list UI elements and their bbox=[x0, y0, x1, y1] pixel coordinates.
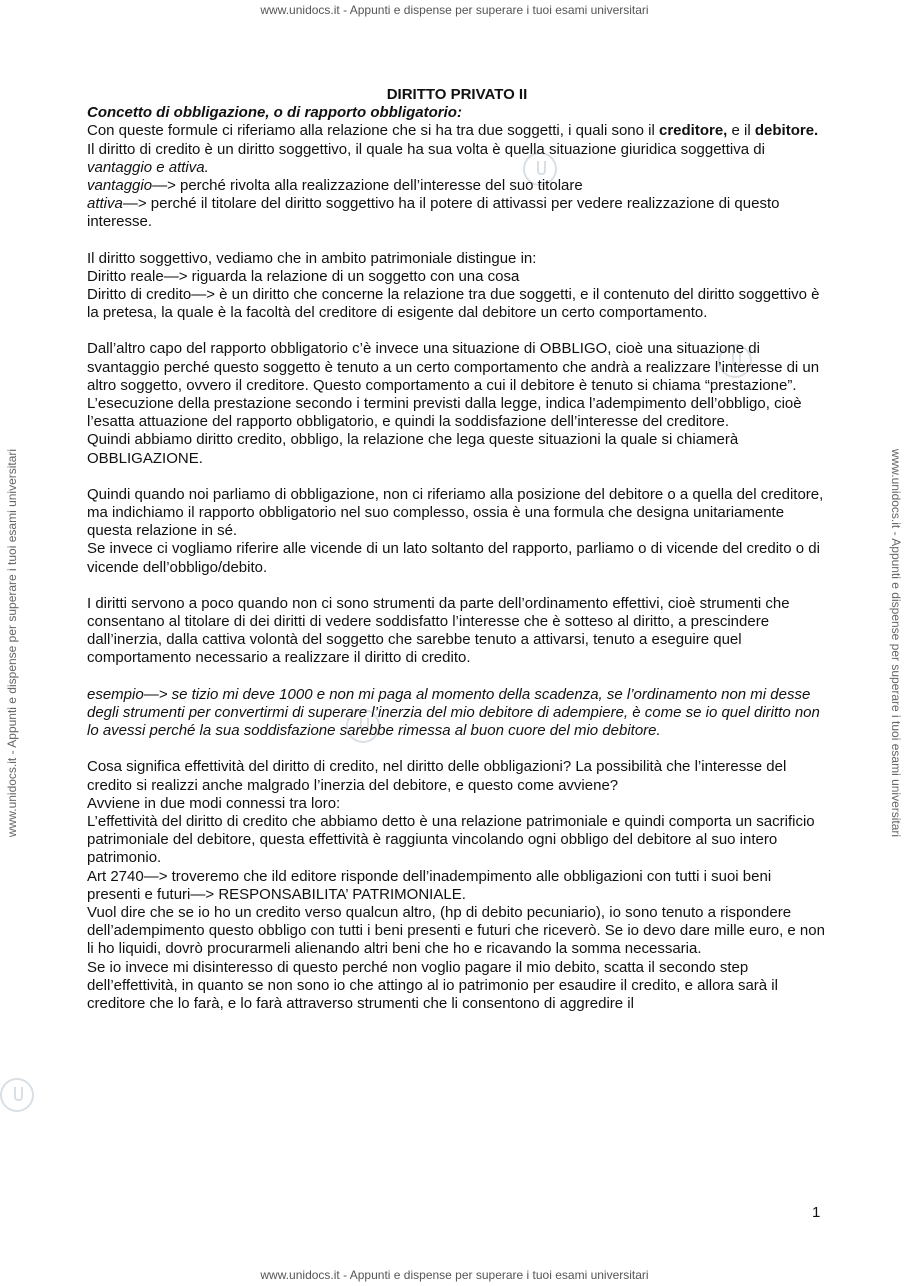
document-body bbox=[87, 86, 827, 1013]
paragraph: Dall’altro capo del rapporto obbligatorio c’è invece una situazione di OBBLIGO, cioè una situazione di svantaggio perché questo soggetto è tenuto a un certo comportamento che andrà a realizzare l’interesse di un altro soggetto, ovvero il creditore. Questo comportamento a cui il debitore è tenuto si chiama “prestazione”. bbox=[87, 340, 820, 394]
watermark-right: www.unidocs.it - Appunti e dispense per superare i tuoi esami universitari bbox=[889, 448, 903, 838]
text-span: e il bbox=[727, 122, 755, 140]
paragraph: Vuol dire che se io ho un credito verso qualcun altro, (hp di debito pecuniario), io sono tenuto a rispondere dell’adempimento questo obbligo con tutti i beni presenti e futuri che riceverò. Se io devo dare mille euro, e non li ho liquidi, dovrò procurarmeli alienando altri beni che ho e ricavando la somma necessaria. bbox=[87, 903, 825, 958]
example-paragraph: esempio—> se tizio mi deve 1000 e non mi paga al momento della scadenza, se l’ordinamento non mi desse degli strumenti per convertirmi di superare l’inerzia del mio debitore di adempiere, è come se io quel diritto non lo avessi perché la sua soddisfazione sarebbe rimessa al buon cuore del mio debitore. bbox=[87, 685, 820, 740]
watermark-left: www.unidocs.it - Appunti e dispense per superare i tuoi esami universitari bbox=[5, 448, 19, 838]
text-span: Con queste formule ci riferiamo alla relazione che si ha tra due soggetti, i quali sono il bbox=[87, 122, 659, 140]
paragraph: Cosa significa effettività del diritto di credito, nel diritto delle obbligazioni? La possibilità che l’interesse del credito si realizzi anche malgrado l’inerzia del debitore, e questo come avviene? bbox=[87, 758, 787, 794]
paragraph bbox=[87, 141, 827, 177]
watermark-footer: www.unidocs.it - Appunti e dispense per superare i tuoi esami universitari bbox=[260, 1268, 649, 1282]
watermark-header: www.unidocs.it - Appunti e dispense per superare i tuoi esami universitari bbox=[260, 3, 649, 17]
text-span: —> perché rivolta alla realizzazione dell’interesse del suo titolare bbox=[152, 177, 583, 195]
paragraph: L’esecuzione della prestazione secondo i termini previsti dalla legge, indica l’adempimento dell’obbligo, cioè l’esatta attuazione del rapporto obbligatorio, e quindi la soddisfazione dell’interesse del creditore. bbox=[87, 395, 802, 431]
paragraph: L’effettività del diritto di credito che abbiamo detto è una relazione patrimoniale e quindi comporta un sacrificio patrimoniale del debitore, questa effettività è raggiunta vincolando ogni obbligo del debitore al suo intero patrimonio. bbox=[87, 812, 815, 867]
paragraph: Quindi abbiamo diritto credito, obbligo, la relazione che lega queste situazioni la quale si chiamerà OBBLIGAZIONE. bbox=[87, 431, 739, 467]
paragraph: Se io invece mi disinteresso di questo perché non voglio pagare il mio debito, scatta il secondo step dell’effettività, in quanto se non sono io che attingo al io patrimonio per esaudire il credito, e allora sarà il creditore che lo farà, e lo farà attraverso strumenti che li consentono di aggredire il bbox=[87, 958, 778, 1012]
paragraph: Il diritto soggettivo, vediamo che in ambito patrimoniale distingue in: bbox=[87, 249, 537, 267]
paragraph bbox=[87, 195, 827, 231]
paragraph: Avviene in due modi connessi tra loro: bbox=[87, 794, 341, 812]
paragraph: Se invece ci vogliamo riferire alle vicende di un lato soltanto del rapporto, parliamo o di vicende del credito o di vicende dell’obbligo/debito. bbox=[87, 540, 820, 576]
paragraph bbox=[87, 122, 827, 140]
paragraph: Diritto di credito—> è un diritto che concerne la relazione tra due soggetti, e il contenuto del diritto soggettivo è la pretesa, la quale è la facoltà del creditore di esigente dal debitore un certo comportamento. bbox=[87, 286, 820, 322]
italic-term: attiva bbox=[87, 195, 123, 213]
paragraph bbox=[87, 177, 827, 195]
paragraph: Diritto reale—> riguarda la relazione di un soggetto con una cosa bbox=[87, 267, 520, 285]
italic-term: vantaggio bbox=[87, 177, 153, 195]
document-title: DIRITTO PRIVATO II bbox=[386, 86, 528, 103]
paragraph: Quindi quando noi parliamo di obbligazione, non ci riferiamo alla posizione del debitore o a quella del creditore, ma indichiamo il rapporto obbligatorio nel suo complesso, ossia è una formula che designa unitariamente questa relazione in sé. bbox=[87, 485, 824, 540]
text-span: Il diritto di credito è un diritto soggettivo, il quale ha sua volta è quella situazione giuridica soggettiva di bbox=[87, 140, 765, 158]
unidocs-logo-icon bbox=[0, 1078, 34, 1112]
paragraph: I diritti servono a poco quando non ci sono strumenti da parte dell’ordinamento effettivi, cioè strumenti che consentano al titolare di dei diritti di vedere soddisfatto l’interesse che è sotteso al diritto, a prescindere dall’inerzia, dalla cattiva volontà del soggetto che sarebbe tenuto a attivarsi, tenuto a eseguire quel comportamento necessario a realizzare il diritto di credito. bbox=[87, 594, 790, 667]
bold-term: creditore, bbox=[658, 122, 728, 140]
section-heading: Concetto di obbligazione, o di rapporto obbligatorio: bbox=[87, 104, 462, 122]
page-number: 1 bbox=[812, 1204, 821, 1221]
italic-term: vantaggio e attiva. bbox=[87, 158, 209, 176]
text-span: —> perché il titolare del diritto soggettivo ha il potere di attivassi per vedere realizzazione di questo interesse. bbox=[87, 195, 780, 231]
paragraph: Art 2740—> troveremo che ild editore risponde dell’inadempimento alle obbligazioni con tutti i suoi beni presenti e futuri—> RESPONSABILITA’ PATRIMONIALE. bbox=[87, 867, 772, 903]
bold-term: debitore. bbox=[754, 122, 819, 140]
